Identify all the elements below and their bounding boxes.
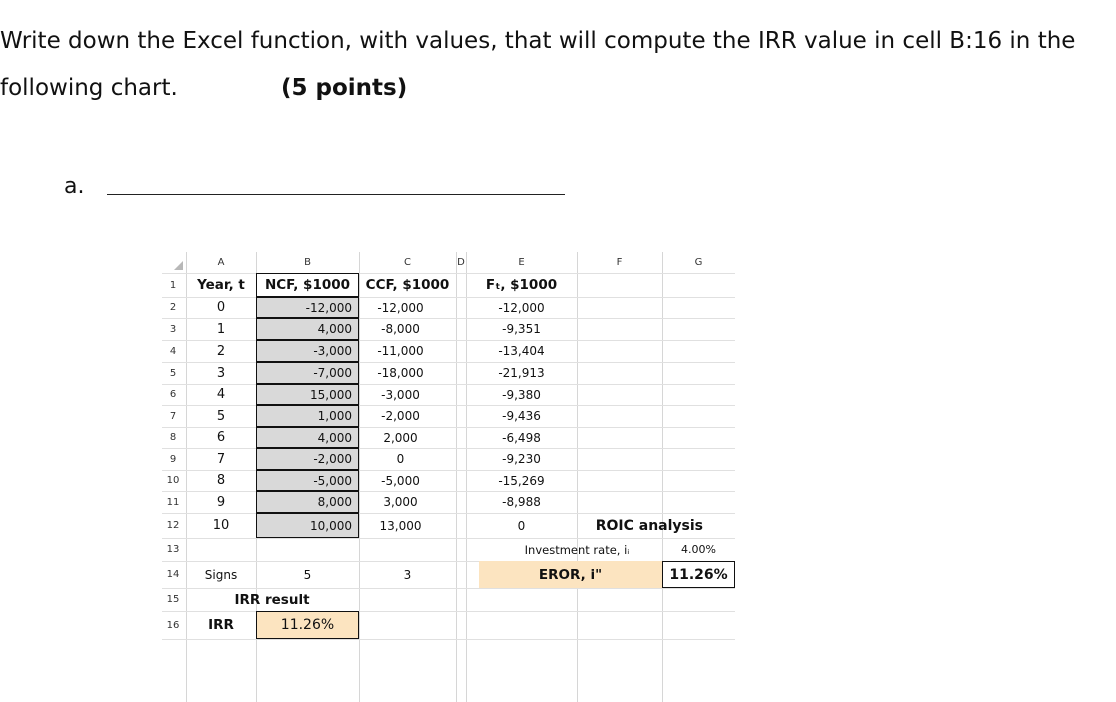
points-label: (5 points) — [281, 75, 408, 101]
column-header-f[interactable]: F — [616, 257, 623, 268]
ft-cell[interactable]: -9,351 — [502, 322, 541, 336]
row-header-8[interactable]: 8 — [169, 432, 177, 443]
header-year[interactable]: Year, t — [197, 277, 245, 293]
ncf-cell[interactable]: 10,000 — [256, 513, 359, 538]
eror-label[interactable]: EROR, i" — [479, 561, 662, 588]
row-header-15[interactable]: 15 — [166, 594, 180, 605]
year-cell[interactable]: 6 — [216, 430, 226, 445]
ncf-cell[interactable]: 1,000 — [256, 405, 359, 427]
ft-cell[interactable]: -13,404 — [498, 344, 545, 358]
grid-line-vertical — [662, 252, 663, 702]
ccf-cell[interactable]: 0 — [396, 452, 405, 466]
year-cell[interactable]: 1 — [216, 321, 226, 337]
row-header-11[interactable]: 11 — [166, 496, 180, 508]
year-cell[interactable]: 2 — [216, 343, 226, 359]
column-header-d[interactable]: D — [457, 257, 465, 268]
signs-ncf[interactable]: 5 — [303, 567, 312, 582]
column-header-g[interactable]: G — [694, 257, 703, 268]
ft-cell[interactable]: -9,436 — [502, 409, 541, 423]
ncf-cell[interactable]: 4,000 — [256, 427, 359, 448]
row-header-13[interactable]: 13 — [166, 544, 180, 555]
year-cell[interactable]: 8 — [216, 473, 226, 488]
row-header-4[interactable]: 4 — [169, 345, 177, 357]
row-header-12[interactable]: 12 — [166, 520, 180, 531]
ncf-cell[interactable]: -2,000 — [256, 448, 359, 470]
ft-cell[interactable]: -6,498 — [502, 430, 541, 445]
year-cell[interactable]: 10 — [212, 518, 230, 533]
irr-value-cell-b16[interactable]: 11.26% — [256, 611, 359, 639]
select-all-corner — [162, 252, 186, 273]
ft-cell[interactable]: -15,269 — [498, 473, 545, 488]
irr-result-label[interactable]: IRR result — [234, 591, 310, 608]
header-ccf[interactable]: CCF, $1000 — [365, 277, 450, 293]
ncf-cell[interactable]: -5,000 — [256, 470, 359, 491]
row-header-2[interactable]: 2 — [169, 302, 177, 313]
ft-cell[interactable]: -12,000 — [498, 300, 545, 315]
row-header-7[interactable]: 7 — [169, 410, 177, 422]
ccf-cell[interactable]: -5,000 — [381, 473, 420, 488]
ccf-cell[interactable]: -11,000 — [377, 344, 424, 358]
answer-blank-line[interactable] — [107, 194, 565, 195]
year-cell[interactable]: 5 — [216, 408, 226, 424]
eror-value[interactable]: 11.26% — [662, 561, 735, 588]
part-a-label: a. — [64, 174, 85, 199]
year-cell[interactable]: 0 — [216, 300, 226, 315]
ccf-cell[interactable]: -2,000 — [381, 409, 420, 423]
investment-rate-value[interactable]: 4.00% — [681, 543, 716, 556]
signs-ccf[interactable]: 3 — [403, 567, 412, 582]
ncf-cell[interactable]: 8,000 — [256, 491, 359, 513]
row-header-3[interactable]: 3 — [169, 323, 177, 335]
year-cell[interactable]: 3 — [216, 365, 226, 381]
ft-cell[interactable]: -9,380 — [502, 387, 541, 402]
year-cell[interactable]: 9 — [216, 494, 226, 510]
grid-line-vertical — [577, 252, 578, 702]
header-ncf[interactable]: NCF, $1000 — [256, 273, 359, 297]
question-text-line-1: Write down the Excel function, with values, that will compute the IRR value in cell B:16 in the — [0, 28, 1076, 54]
row-header-5[interactable]: 5 — [169, 367, 177, 379]
ft-cell[interactable]: -8,988 — [502, 495, 541, 509]
ccf-cell[interactable]: -8,000 — [381, 322, 420, 336]
irr-label[interactable]: IRR — [208, 617, 234, 633]
ncf-cell[interactable]: -7,000 — [256, 362, 359, 384]
question-text-line-2: following chart. — [0, 75, 178, 101]
grid-line-vertical — [456, 252, 457, 702]
ccf-cell[interactable]: 3,000 — [383, 495, 418, 509]
row-header-6[interactable]: 6 — [169, 389, 177, 400]
column-header-b[interactable]: B — [304, 257, 311, 268]
ncf-cell[interactable]: 15,000 — [256, 384, 359, 405]
ccf-cell[interactable]: -18,000 — [377, 366, 424, 380]
ncf-cell[interactable]: 4,000 — [256, 318, 359, 340]
row-header-14[interactable]: 14 — [166, 569, 180, 580]
row-header-9[interactable]: 9 — [169, 453, 177, 465]
column-header-e[interactable]: E — [518, 257, 525, 268]
column-header-a[interactable]: A — [217, 257, 225, 268]
investment-rate-label[interactable]: Investment rate, iᵢ — [524, 542, 630, 557]
row-header-10[interactable]: 10 — [166, 475, 180, 486]
header-ft[interactable]: Fₜ, $1000 — [485, 277, 558, 293]
ccf-cell[interactable]: 2,000 — [383, 430, 418, 445]
ft-cell[interactable]: 0 — [517, 518, 526, 533]
spreadsheet-image — [162, 252, 735, 702]
roic-title[interactable]: ROIC analysis — [595, 517, 703, 534]
ccf-cell[interactable]: -12,000 — [377, 300, 424, 315]
ccf-cell[interactable]: -3,000 — [381, 387, 420, 402]
row-header-1[interactable]: 1 — [169, 279, 177, 291]
ft-cell[interactable]: -9,230 — [502, 452, 541, 466]
column-header-c[interactable]: C — [404, 257, 411, 268]
year-cell[interactable]: 4 — [216, 387, 226, 402]
signs-label[interactable]: Signs — [204, 567, 238, 582]
ft-cell[interactable]: -21,913 — [498, 366, 545, 380]
year-cell[interactable]: 7 — [216, 451, 226, 467]
ccf-cell[interactable]: 13,000 — [379, 518, 422, 533]
ncf-cell[interactable]: -3,000 — [256, 340, 359, 362]
grid-line-horizontal — [162, 639, 735, 640]
row-header-16[interactable]: 16 — [166, 619, 180, 631]
ncf-cell[interactable]: -12,000 — [256, 297, 359, 318]
